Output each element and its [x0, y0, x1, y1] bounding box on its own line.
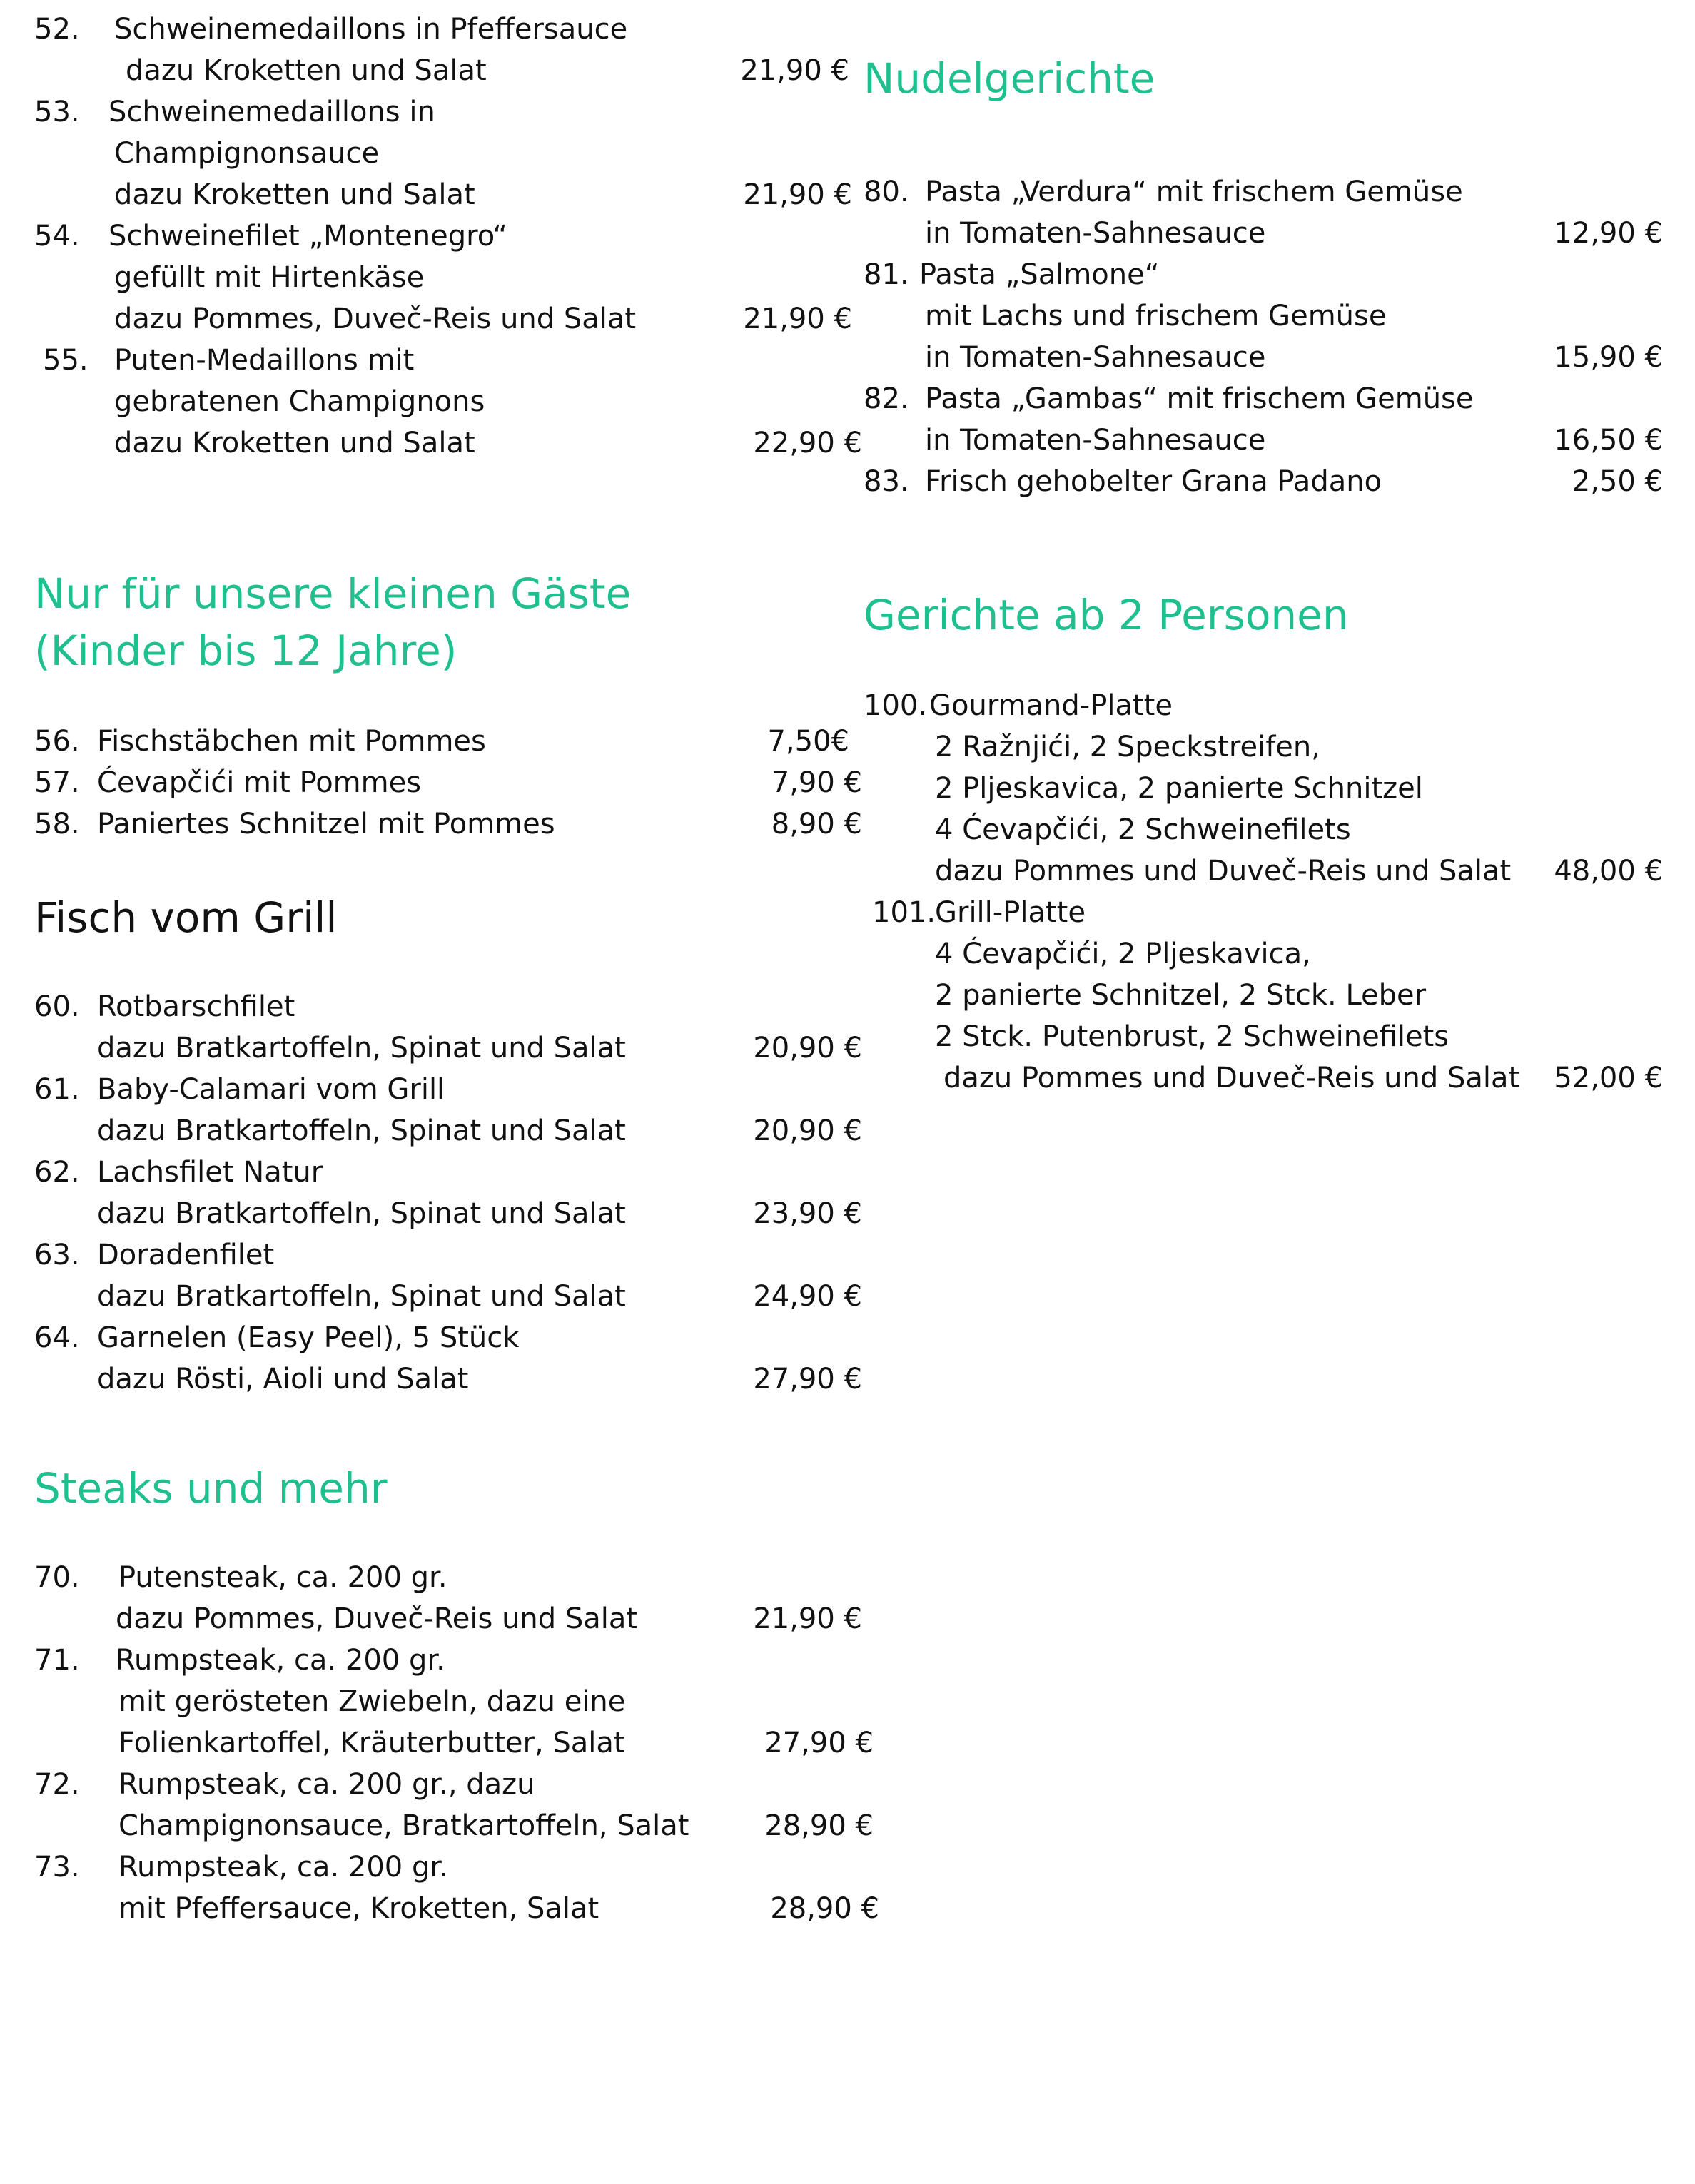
item-number: 52. [34, 13, 80, 46]
item-text: dazu Rösti, Aioli und Salat [97, 1363, 469, 1396]
item-number: 100. [864, 689, 928, 722]
item-text: Schweinemedaillons in Pfeffersauce [114, 13, 628, 46]
item-number: 72. [34, 1768, 80, 1801]
item-price: 12,90 € [1554, 217, 1663, 250]
item-text: mit gerösteten Zwiebeln, dazu eine [118, 1685, 626, 1718]
menu-item-58 [34, 803, 555, 845]
item-text: in Tomaten-Sahnesauce [925, 424, 1266, 457]
item-text: in Tomaten-Sahnesauce [925, 217, 1266, 250]
menu-item-70 [34, 1557, 447, 1598]
item-text: gefüllt mit Hirtenkäse [114, 261, 425, 294]
item-number: 55. [43, 344, 88, 377]
item-text: dazu Kroketten und Salat [126, 54, 487, 87]
item-price: 7,90 € [771, 766, 862, 799]
item-text: dazu Pommes und Duveč-Reis und Salat [935, 855, 1512, 888]
item-text: in Tomaten-Sahnesauce [925, 341, 1266, 374]
item-price: 2,50 € [1572, 465, 1663, 498]
section-title-kinder: Nur für unsere kleinen Gäste [34, 569, 632, 618]
item-text: dazu Bratkartoffeln, Spinat und Salat [97, 1197, 626, 1230]
item-price: 20,90 € [753, 1114, 862, 1147]
item-text: Garnelen (Easy Peel), 5 Stück [97, 1321, 520, 1354]
menu-item-73 [34, 1847, 448, 1888]
item-text: 2 Pljeskavica, 2 panierte Schnitzel [935, 772, 1423, 805]
item-price: 16,50 € [1554, 424, 1663, 457]
item-text: dazu Pommes und Duveč-Reis und Salat [943, 1062, 1520, 1094]
item-text: Fischstäbchen mit Pommes [97, 725, 486, 758]
section-title-steaks: Steaks und mehr [34, 1464, 388, 1513]
item-number: 81. [864, 258, 909, 291]
item-number: 73. [34, 1851, 80, 1884]
item-text: 4 Ćevapčići, 2 Pljeskavica, [935, 938, 1311, 970]
item-price: 24,90 € [753, 1280, 862, 1313]
item-text: Rumpsteak, ca. 200 gr., dazu [118, 1768, 535, 1801]
item-price: 28,90 € [770, 1892, 879, 1925]
item-price: 27,90 € [753, 1363, 862, 1396]
item-price: 21,90 € [743, 178, 852, 211]
item-text: mit Lachs und frischem Gemüse [925, 300, 1387, 332]
item-text: Champignonsauce, Bratkartoffeln, Salat [118, 1809, 689, 1842]
item-text: gebratenen Champignons [114, 385, 485, 418]
item-number: 64. [34, 1321, 80, 1354]
item-text: Schweinemedaillons in [108, 96, 435, 128]
item-number: 56. [34, 725, 80, 758]
item-text: Champignonsauce [114, 137, 380, 170]
item-price: 21,90 € [740, 54, 849, 87]
item-number: 61. [34, 1073, 80, 1106]
section-title-nudeln: Nudelgerichte [864, 54, 1155, 103]
item-number: 101. [872, 896, 936, 929]
item-text: 4 Ćevapčići, 2 Schweinefilets [935, 813, 1351, 846]
menu-item-100 [864, 685, 1173, 726]
menu-item-57 [34, 762, 421, 803]
menu-item-60 [34, 986, 295, 1027]
item-price: 27,90 € [764, 1727, 874, 1759]
item-text: Putensteak, ca. 200 gr. [118, 1561, 447, 1594]
item-text: dazu Kroketten und Salat [114, 427, 475, 459]
item-price: 23,90 € [753, 1197, 862, 1230]
item-text: Doradenfilet [97, 1239, 275, 1271]
menu-item-82 [864, 378, 1474, 420]
menu-item-80 [864, 171, 1463, 213]
item-text: Ćevapčići mit Pommes [97, 766, 422, 799]
menu-item-53 [34, 91, 435, 133]
item-number: 83. [864, 465, 909, 498]
item-text: dazu Kroketten und Salat [114, 178, 475, 211]
item-text: dazu Bratkartoffeln, Spinat und Salat [97, 1280, 626, 1313]
item-text: Lachsfilet Natur [97, 1156, 323, 1189]
menu-item-81 [864, 254, 1159, 295]
item-price: 7,50€ [767, 725, 849, 758]
item-number: 60. [34, 990, 80, 1023]
item-number: 62. [34, 1156, 80, 1189]
item-number: 53. [34, 96, 80, 128]
item-text: Baby-Calamari vom Grill [97, 1073, 445, 1106]
item-number: 71. [34, 1644, 80, 1677]
item-text: Schweinefilet „Montenegro“ [108, 220, 508, 253]
item-text: dazu Bratkartoffeln, Spinat und Salat [97, 1114, 626, 1147]
item-text: Frisch gehobelter Grana Padano [925, 465, 1382, 498]
item-text: Pasta „Gambas“ mit frischem Gemüse [925, 382, 1474, 415]
item-number: 63. [34, 1239, 80, 1271]
item-price: 28,90 € [764, 1809, 874, 1842]
item-text: Folienkartoffel, Kräuterbutter, Salat [118, 1727, 625, 1759]
item-number: 80. [864, 176, 909, 208]
item-text: Pasta „Salmone“ [919, 258, 1160, 291]
item-text: Rumpsteak, ca. 200 gr. [116, 1644, 445, 1677]
menu-item-54 [34, 215, 507, 257]
item-number: 58. [34, 808, 80, 840]
item-number: 70. [34, 1561, 80, 1594]
item-text: Pasta „Verdura“ mit frischem Gemüse [925, 176, 1463, 208]
section-title-fisch: Fisch vom Grill [34, 893, 338, 942]
menu-item-52 [34, 9, 627, 50]
item-price: 20,90 € [753, 1032, 862, 1065]
section-subtitle-kinder: (Kinder bis 12 Jahre) [34, 626, 457, 675]
item-text: Rumpsteak, ca. 200 gr. [118, 1851, 448, 1884]
item-price: 21,90 € [753, 1603, 862, 1635]
item-price: 22,90 € [753, 427, 862, 459]
item-text: dazu Pommes, Duveč-Reis und Salat [116, 1603, 638, 1635]
item-text: Rotbarschfilet [97, 990, 295, 1023]
section-title-personen: Gerichte ab 2 Personen [864, 591, 1349, 639]
item-text: Paniertes Schnitzel mit Pommes [97, 808, 555, 840]
menu-item-55 [43, 340, 414, 381]
item-number: 54. [34, 220, 80, 253]
menu-item-71 [34, 1640, 445, 1681]
item-text: mit Pfeffersauce, Kroketten, Salat [118, 1892, 599, 1925]
item-number: 57. [34, 766, 80, 799]
item-text: 2 panierte Schnitzel, 2 Stck. Leber [935, 979, 1427, 1012]
item-text: dazu Pommes, Duveč-Reis und Salat [114, 303, 637, 335]
item-price: 52,00 € [1554, 1062, 1663, 1094]
menu-item-83 [864, 461, 1382, 502]
item-price: 8,90 € [771, 808, 862, 840]
menu-item-63 [34, 1234, 274, 1276]
item-text: 2 Ražnjići, 2 Speckstreifen, [935, 731, 1320, 763]
item-text: Grill-Platte [935, 896, 1086, 929]
menu-item-61 [34, 1069, 445, 1110]
menu-item-101 [872, 892, 1086, 933]
item-text: 2 Stck. Putenbrust, 2 Schweinefilets [935, 1020, 1449, 1053]
menu-item-56 [34, 721, 486, 762]
item-text: Gourmand-Platte [929, 689, 1173, 722]
item-price: 15,90 € [1554, 341, 1663, 374]
item-text: Puten-Medaillons mit [114, 344, 415, 377]
menu-item-62 [34, 1152, 323, 1193]
menu-item-64 [34, 1317, 519, 1358]
menu-item-72 [34, 1764, 535, 1805]
item-price: 21,90 € [743, 303, 852, 335]
item-text: dazu Bratkartoffeln, Spinat und Salat [97, 1032, 626, 1065]
item-number: 82. [864, 382, 909, 415]
item-price: 48,00 € [1554, 855, 1663, 888]
